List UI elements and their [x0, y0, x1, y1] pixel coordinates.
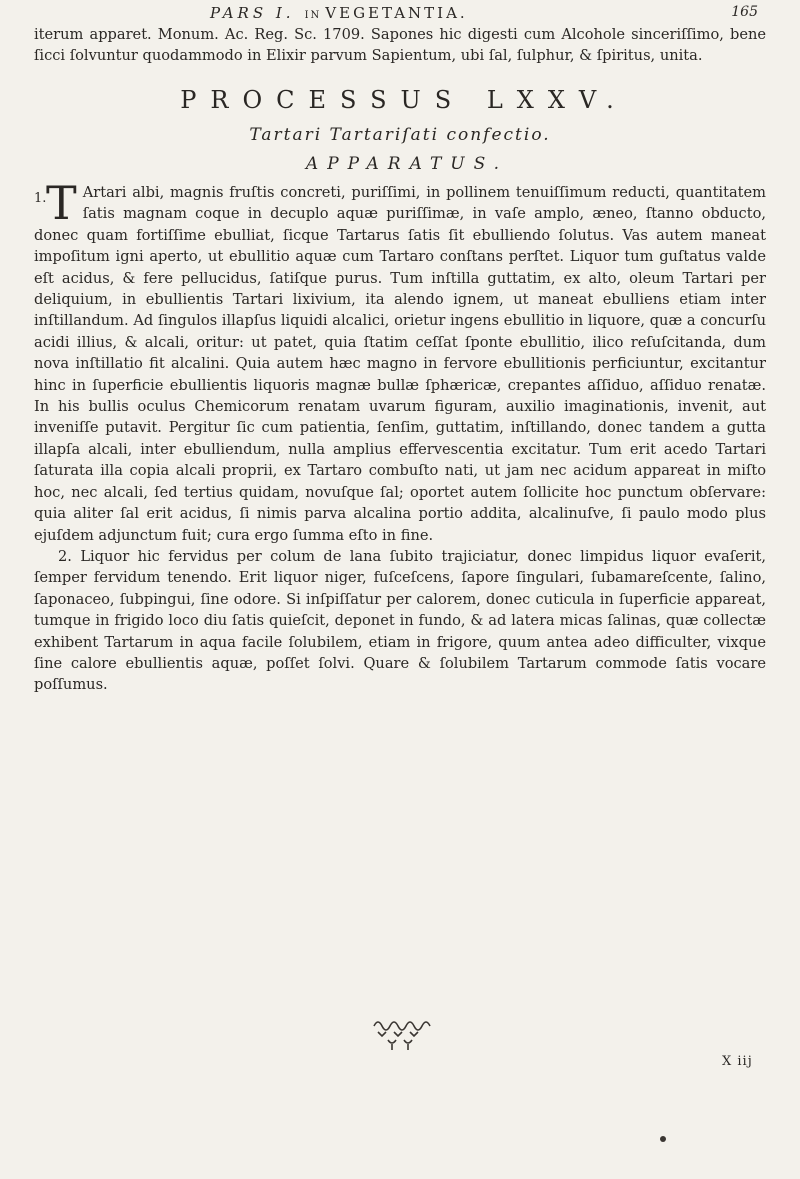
- running-title: [210, 4, 468, 22]
- header-part: PARS I.: [210, 4, 295, 22]
- running-header: [34, 4, 766, 26]
- drop-cap: T: [46, 176, 77, 230]
- apparatus-heading: APPARATUS.: [305, 154, 509, 174]
- paragraph-number: 1.: [34, 191, 47, 206]
- intro-paragraph: [34, 24, 766, 67]
- main-text: [34, 176, 766, 696]
- signature-mark: X iij: [722, 1054, 753, 1069]
- printer-ornament-icon: [368, 1016, 432, 1052]
- intro-text: iterum apparet. Monum. Ac. Reg. Sc. 1709. Sapones hic digesti cum Alcohole sinceriſſimo, bene ſicci ſolvuntur quodammodo in Elixir parvum Sapientum, ubi ſal, ſulphur, & ſpiritus, unita.: [34, 26, 766, 65]
- processus-heading: PROCESSUS LXXV.: [180, 86, 628, 114]
- page-number: 165: [731, 4, 758, 20]
- paragraph-1-text: Artari albi, magnis fruſtis concreti, puriſſimi, in pollinem tenuiſſimum reducti, quantitatem ſatis magnam coque in decuplo aquæ puriſſimæ, in vaſe amplo, æneo, ſtanno obducto, donec quam fortiſſime ebulliat, ſicque Tartarus ſatis ſit ebulliendo ſolutus. Vas autem maneat impoſitum igni aperto, ut ebullitio aquæ cum Tartaro conſtans perſtet. Liquor tum guſtatus valde eſt acidus, & fere pellucidus, ſatiſque purus. Tum inſtilla guttatim, ex alto, oleum Tartari per deliquium, in ebullientis Tartari lixivium, ita alendo ignem, ut maneat ebulliens etiam inter inſtillandum. Ad ſingulos illapſus liquidi alcalici, orietur ingens ebullitio in liquore, quæ a concurſu acidi illius, & alcali, oritur: ut patet, quia ſtatim ceſſat ſponte ebullitio, ilico reſuſcitanda, dum nova inſtillatio fit alcalini. Quia autem hæc magno in fervore ebullitionis perficiuntur, excitantur hinc in ſuperficie ebullientis liquoris magnæ bullæ ſphæricæ, crepantes aſſiduo, aſſiduo renatæ. In his bullis oculus Chemicorum renatam uvarum figuram, auxilio imaginationis, invenit, aut inveniſſe putavit. Pergitur ſic cum patientia, ſenſim, guttatim, inſtillando, donec tandem a gutta illapſa alcali, inter ebulliendum, nulla amplius effervescentia excitatur. Tum erit acedo Tartari ſaturata illa copia alcali proprii, ex Tartaro combuſto nati, ut jam nec acidum appareat in miſto hoc, nec alcali, ſed tertius quidam, novuſque ſal; oportet autem ſollicite hoc punctum obſervare: quia aliter ſal erit acidus, ſi nimis parva alcalina portio addita, alcalinuſve, ſi paulo modo plus ejuſdem adjunctum fuit; cura ergo ſumma eſto in fine.: [34, 184, 766, 544]
- process-subtitle: Tartari Tartariſati confectio.: [249, 125, 551, 145]
- header-section: VEGETANTIA.: [325, 4, 468, 22]
- header-in: IN: [304, 10, 322, 21]
- paragraph-1: [34, 176, 766, 546]
- ink-spot: [660, 1136, 666, 1142]
- paragraph-2: 2. Liquor hic fervidus per colum de lana ſubito trajiciatur, donec limpidus liquor evaſerit, ſemper fervidum tenendo. Erit liquor niger, fuſceſcens, ſapore ſingulari, ſubamareſcente, ſalino, ſaponaceo, ſubpingui, ſine odore. Si inſpiſſatur per calorem, donec cuticula in ſuperficie appareat, tumque in frigido loco diu ſatis quieſcit, deponet in fundo, & ad latera micas ſalinas, quæ collectæ exhibent Tartarum in aqua facile ſolubilem, etiam in frigore, quum antea adeo difficulter, vixque ſine calore ebullientis aquæ, poſſet ſolvi. Quare & ſolubilem Tartarum commode ſatis vocare poſſumus.: [34, 547, 766, 694]
